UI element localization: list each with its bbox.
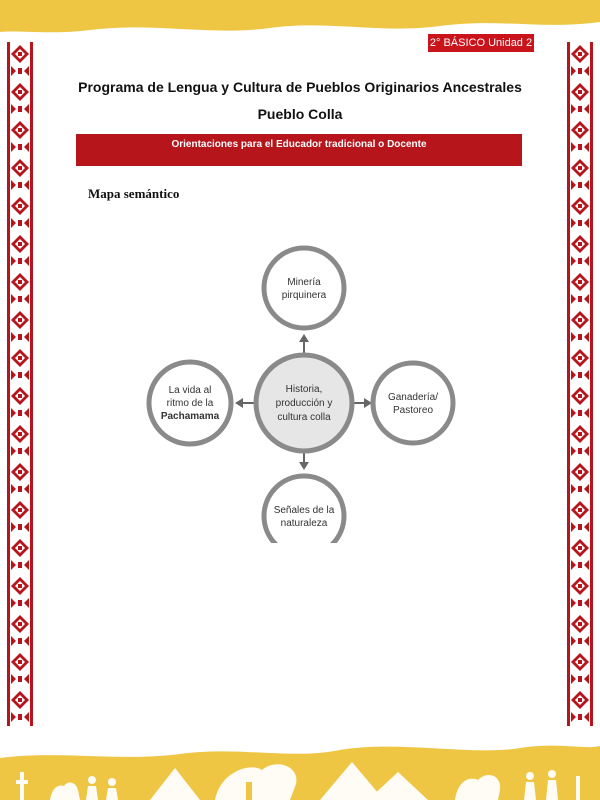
grade-unit-badge: 2° BÁSICO Unidad 2	[428, 34, 534, 52]
right-line-2: Pastoreo	[392, 405, 434, 416]
bottom-line-1: Señales de la	[273, 505, 335, 516]
program-title: Programa de Lengua y Cultura de Pueblos Originarios Ancestrales	[78, 79, 522, 95]
left-woven-border	[7, 42, 33, 726]
left-line-3: Pachamama	[160, 411, 220, 422]
educator-guidance-banner	[76, 134, 522, 166]
top-line-1: Minería	[287, 277, 321, 288]
center-line-3: cultura colla	[277, 412, 331, 423]
right-concept-node	[373, 363, 453, 443]
banner-text: Orientaciones para el Educador tradicional o Docente	[171, 139, 427, 150]
top-concept-node	[264, 248, 344, 328]
right-line-1: Ganadería/	[387, 392, 439, 403]
bottom-line-2: naturaleza	[280, 518, 328, 529]
people-title: Pueblo Colla	[257, 106, 343, 122]
center-line-2: producción y	[275, 398, 333, 409]
bottom-landscape-illustration	[0, 710, 600, 800]
right-woven-border	[567, 42, 593, 726]
top-line-2: pirquinera	[281, 290, 327, 301]
left-concept-node	[149, 362, 231, 444]
bottom-concept-node	[264, 476, 344, 543]
left-line-2: ritmo de la	[166, 398, 214, 409]
left-line-1: La vida al	[168, 385, 212, 396]
center-line-1: Historia,	[285, 384, 323, 395]
section-heading: Mapa semántico	[88, 186, 180, 201]
semantic-map-side-nodes	[140, 355, 460, 455]
